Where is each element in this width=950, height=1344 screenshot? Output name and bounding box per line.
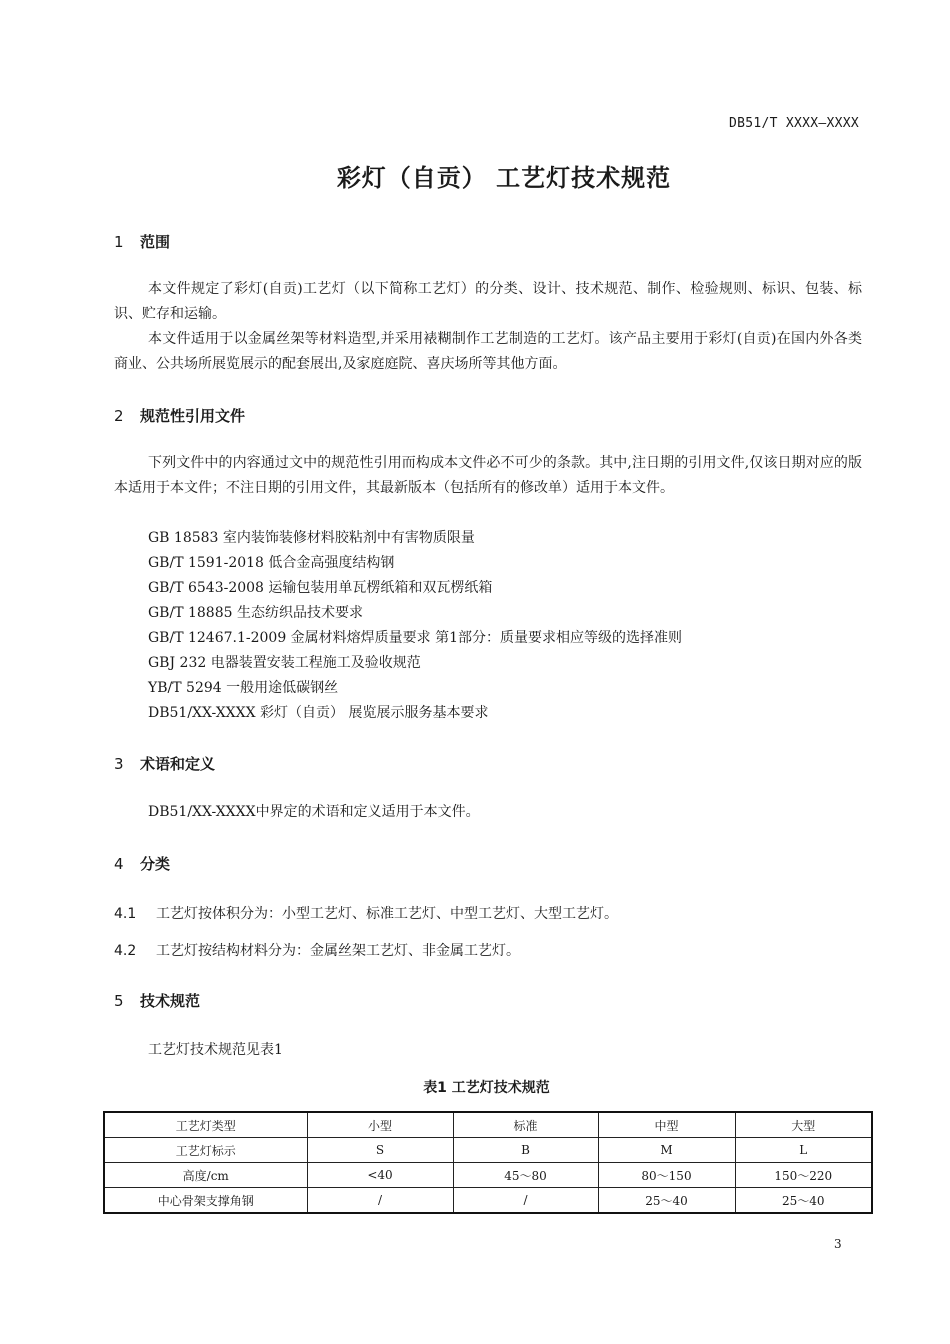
reference-item: DB51/XX-XXXX 彩灯（自贡） 展览展示服务基本要求 xyxy=(148,705,489,721)
clause-text: 工艺灯按结构材料分为：金属丝架工艺灯、非金属工艺灯。 xyxy=(156,943,520,959)
paragraph: DB51/XX-XXXX中界定的术语和定义适用于本文件。 xyxy=(148,804,480,820)
section-title: 规范性引用文件 xyxy=(140,407,246,425)
table-cell: / xyxy=(307,1188,453,1214)
table-cell: 25～40 xyxy=(735,1188,872,1214)
table-cell: M xyxy=(598,1138,735,1163)
reference-item: GB 18583 室内装饰装修材料胶粘剂中有害物质限量 xyxy=(148,530,475,546)
spec-table xyxy=(103,1111,873,1214)
clause-4-2 xyxy=(114,940,520,960)
document-number: DB51/T XXXX—XXXX xyxy=(728,116,859,131)
clause-text: 工艺灯按体积分为：小型工艺灯、标准工艺灯、中型工艺灯、大型工艺灯。 xyxy=(156,906,618,922)
table-cell: / xyxy=(453,1188,598,1214)
table-cell: <40 xyxy=(307,1163,453,1188)
table-cell: 工艺灯类型 xyxy=(104,1112,307,1138)
paragraph: 下列文件中的内容通过文中的规范性引用而构成本文件必不可少的条款。其中,注日期的引用文件,仅该日期对应的版本适用于本文件；不注日期的引用文件，其最新版本（包括所有的修改单）适用于本文件。 xyxy=(114,455,862,496)
section-heading-classification xyxy=(114,853,170,874)
table-cell: 25～40 xyxy=(598,1188,735,1214)
reference-item: GB/T 6543-2008 运输包装用单瓦楞纸箱和双瓦楞纸箱 xyxy=(148,580,493,596)
section-title: 范围 xyxy=(140,233,171,251)
table-cell: 标准 xyxy=(453,1112,598,1138)
table-caption: 表1 工艺灯技术规范 xyxy=(423,1080,550,1096)
table-cell: 大型 xyxy=(735,1112,872,1138)
table-cell: S xyxy=(307,1138,453,1163)
reference-list xyxy=(148,526,682,726)
reference-item: GBJ 232 电器装置安装工程施工及验收规范 xyxy=(148,655,421,671)
page-number: 3 xyxy=(834,1237,842,1251)
table-cell: 高度/cm xyxy=(104,1163,307,1188)
table-cell: L xyxy=(735,1138,872,1163)
section-title: 分类 xyxy=(140,855,171,873)
clause-4-1 xyxy=(114,903,618,923)
section-title: 技术规范 xyxy=(140,992,201,1010)
clause-number: 4.2 xyxy=(114,943,137,959)
table-cell: 工艺灯标示 xyxy=(104,1138,307,1163)
section-heading-scope xyxy=(114,231,170,252)
section-number: 1 xyxy=(114,233,124,251)
table-cell: 中型 xyxy=(598,1112,735,1138)
page-title: 彩灯（自贡） 工艺灯技术规范 xyxy=(336,164,672,192)
section-number: 5 xyxy=(114,992,124,1010)
table-cell: 80～150 xyxy=(598,1163,735,1188)
section-number: 2 xyxy=(114,407,124,425)
section-title: 术语和定义 xyxy=(140,755,216,773)
table-cell: 45～80 xyxy=(453,1163,598,1188)
reference-item: GB/T 18885 生态纺织品技术要求 xyxy=(148,605,363,621)
section-number: 3 xyxy=(114,755,124,773)
table-row xyxy=(104,1188,872,1214)
reference-item: GB/T 1591-2018 低合金高强度结构钢 xyxy=(148,555,395,571)
table-row xyxy=(104,1138,872,1163)
table-cell: 小型 xyxy=(307,1112,453,1138)
section-heading-technical-spec xyxy=(114,990,200,1011)
paragraph: 工艺灯技术规范见表1 xyxy=(148,1042,283,1058)
table-row xyxy=(104,1163,872,1188)
clause-number: 4.1 xyxy=(114,906,137,922)
table-cell: 中心骨架支撑角钢 xyxy=(104,1188,307,1214)
paragraph: 本文件规定了彩灯(自贡)工艺灯（以下简称工艺灯）的分类、设计、技术规范、制作、检验规则、标识、包装、标识、贮存和运输。 xyxy=(114,281,862,322)
paragraph: 本文件适用于以金属丝架等材料造型,并采用裱糊制作工艺制造的工艺灯。该产品主要用于彩灯(自贡)在国内外各类商业、公共场所展览展示的配套展出,及家庭庭院、喜庆场所等其他方面。 xyxy=(114,331,862,372)
section-number: 4 xyxy=(114,855,124,873)
section-heading-terms xyxy=(114,753,215,774)
reference-item: GB/T 12467.1-2009 金属材料熔焊质量要求 第1部分：质量要求相应等级的选择准则 xyxy=(148,630,683,646)
table-cell: 150～220 xyxy=(735,1163,872,1188)
table-cell: B xyxy=(453,1138,598,1163)
table-row xyxy=(104,1112,872,1138)
reference-item: YB/T 5294 一般用途低碳钢丝 xyxy=(148,680,339,696)
section-heading-normative-references xyxy=(114,405,245,426)
